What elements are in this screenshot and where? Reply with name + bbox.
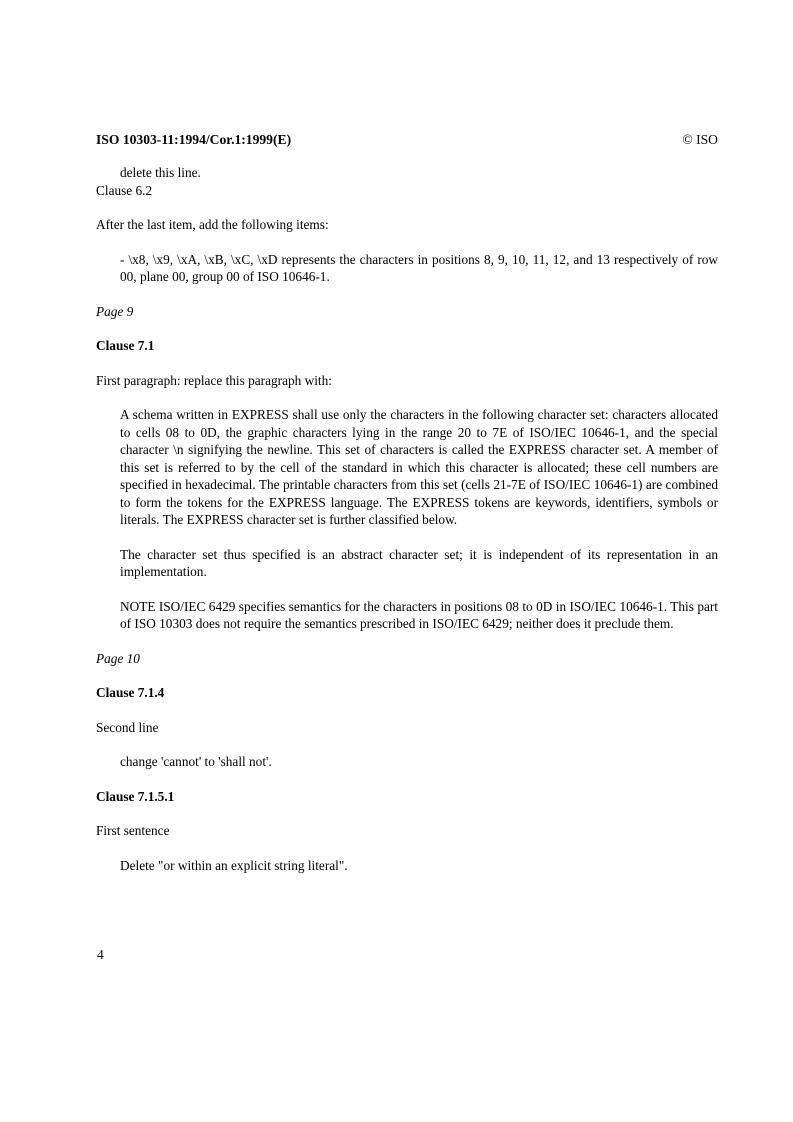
instruction-replace-paragraph: First paragraph: replace this paragraph with: xyxy=(96,372,332,388)
page-header xyxy=(96,131,718,149)
location-second-line: Second line xyxy=(96,719,159,735)
copyright-notice: © ISO xyxy=(682,132,718,147)
document-identifier: ISO 10303-11:1994/Cor.1:1999(E) xyxy=(96,132,292,147)
abstract-character-set-paragraph: The character set thus specified is an abstract character set; it is independent of its representation in an implementation. xyxy=(120,546,718,579)
clause-heading-7-1-5-1: Clause 7.1.5.1 xyxy=(96,788,175,804)
page-reference-10: Page 10 xyxy=(96,650,140,666)
added-item-control-characters: - \x8, \x9, \xA, \xB, \xC, \xD represents the characters in positions 8, 9, 10, 11, 12, and 13 respectively of row 00, plane 00, group 00 of ISO 10646-1. xyxy=(120,251,718,284)
document-body xyxy=(96,164,718,874)
note-iso-iec-6429: NOTE ISO/IEC 6429 specifies semantics for the characters in positions 08 to 0D in ISO/IEC 10646-1. This part of ISO 10303 does not require the semantics prescribed in ISO/IEC 6429; neither does it preclude them. xyxy=(120,598,718,631)
instruction-delete-line: delete this line. xyxy=(120,165,201,180)
instruction-add-items: After the last item, add the following items: xyxy=(96,217,329,232)
location-first-sentence: First sentence xyxy=(96,823,170,838)
clause-heading-7-1-4: Clause 7.1.4 xyxy=(96,685,165,700)
instruction-change-cannot: change 'cannot' to 'shall not'. xyxy=(120,754,272,769)
page-reference-9: Page 9 xyxy=(96,303,134,319)
clause-heading-7-1: Clause 7.1 xyxy=(96,338,155,353)
instruction-delete-phrase: Delete "or within an explicit string literal". xyxy=(120,857,348,873)
clause-6-2-reference: Clause 6.2 xyxy=(96,182,153,198)
page-number: 4 xyxy=(97,947,104,962)
replacement-paragraph-character-set: A schema written in EXPRESS shall use only the characters in the following character set: characters allocated to cells 08 to 0D, the graphic characters lying in the range 20 to 7E of ISO/IEC 10646-1, and the special character \n signifying the newline. This set of characters is called the EXPRESS character set. A member of this set is referred to by the cell of the standard in which this character is allocated; these cell numbers are specified in hexadecimal. The printable characters from this set (cells 21-7E of ISO/IEC 10646-1) are combined to form the tokens for the EXPRESS language. The EXPRESS tokens are keywords, identifiers, symbols or literals. The EXPRESS character set is further classified below. xyxy=(120,407,718,527)
